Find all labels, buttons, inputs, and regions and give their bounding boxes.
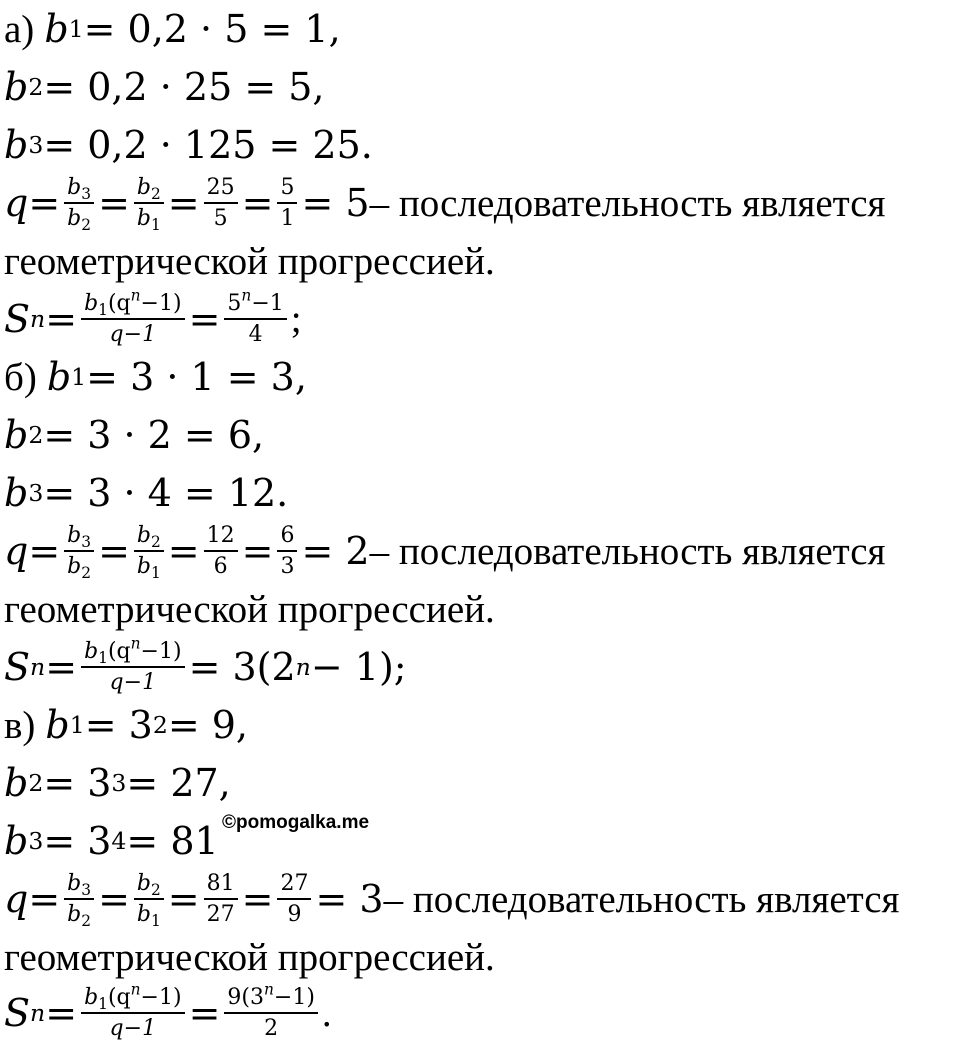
part-a-b2-line: b 2 = 0,2 · 25 = 5, <box>4 65 325 109</box>
q-symbol: q <box>4 181 29 225</box>
part-c-conclusion-line: геометрической прогрессией. <box>4 935 495 979</box>
b3-expression: = 0,2 · 125 = 25. <box>43 123 373 167</box>
part-a-q-line: q = $\frac{b_3}{b_2}$ = $\frac{b_2}{b_1}$ = $\frac{25}{5}$ = $\frac{5}{1}$ = 5 – последовательность является <box>4 174 886 234</box>
part-b-conclusion-line: геометрической прогрессией. <box>4 587 495 631</box>
part-a-conclusion-line <box>4 232 495 290</box>
part-c-sum-line: S n = $\frac{b_1(q^n-1)}{q-1}$ = $\frac{9(3^n-1)}{2}$ . <box>4 980 332 1041</box>
b1-expression: = 0,2 · 5 = 1, <box>83 7 341 51</box>
watermark: ©pomogalka.me <box>222 812 370 833</box>
b3-symbol: b <box>4 123 29 167</box>
part-b-label: б) <box>4 355 37 399</box>
part-c-b1-line: в) b 1 = 3 2 = 9, <box>4 703 248 747</box>
part-c-b3-line: b 3 = 3 4 = 81 <box>4 819 219 863</box>
part-a-sum-line: S n = $\frac{b_1(q^n-1)}{q-1}$ = $\frac{5^n-1}{4}$ ; <box>4 286 302 347</box>
part-b-b2-line: b 2 = 3 · 2 = 6, <box>4 413 265 457</box>
part-b-sum-line: S n = $\frac{b_1(q^n-1)}{q-1}$ = 3(2 n − 1); <box>4 634 407 695</box>
sum-formula-fraction: $\frac{b_1(q^n-1)}{q-1}$ <box>81 291 185 348</box>
q-value: = 5 <box>301 181 370 225</box>
part-b-b1-line: б) b 1 = 3 · 1 = 3, <box>4 355 307 399</box>
b2-symbol: b <box>4 65 29 109</box>
fraction-b3-b2: $\frac{b_3}{b_2}$ <box>64 175 94 232</box>
conclusion-text-2: геометрической прогрессией. <box>4 239 495 283</box>
conclusion-text: – последовательность является <box>369 181 886 225</box>
equals: = <box>28 181 61 225</box>
b1-symbol: b <box>44 7 69 51</box>
part-c-q-line: q = $\frac{b_3}{b_2}$ = $\frac{b_2}{b_1}$ = $\frac{81}{27}$ = $\frac{27}{9}$ = 3 – последовательность является <box>4 870 900 930</box>
fraction-value-2: $\frac{5}{1}$ <box>277 175 297 232</box>
fraction-value-1: $\frac{25}{5}$ <box>204 175 238 232</box>
fraction-b2-b1: $\frac{b_2}{b_1}$ <box>134 175 164 232</box>
part-c-b2-line: b 2 = 3 3 = 27, <box>4 761 231 805</box>
b2-expression: = 0,2 · 25 = 5, <box>43 65 325 109</box>
part-a-b3-line: b 3 = 0,2 · 125 = 25. <box>4 123 373 167</box>
part-b-q-line: q = $\frac{b_3}{b_2}$ = $\frac{b_2}{b_1}$ = $\frac{12}{6}$ = $\frac{6}{3}$ = 2 – последовательность является <box>4 522 886 582</box>
part-c-label: в) <box>4 703 36 747</box>
part-a-b1-line: а) b 1 = 0,2 · 5 = 1, <box>4 7 341 51</box>
part-b-b3-line: b 3 = 3 · 4 = 12. <box>4 471 289 515</box>
part-a-label: а) <box>4 7 35 51</box>
sum-result-fraction: $\frac{5^n-1}{4}$ <box>224 291 286 348</box>
